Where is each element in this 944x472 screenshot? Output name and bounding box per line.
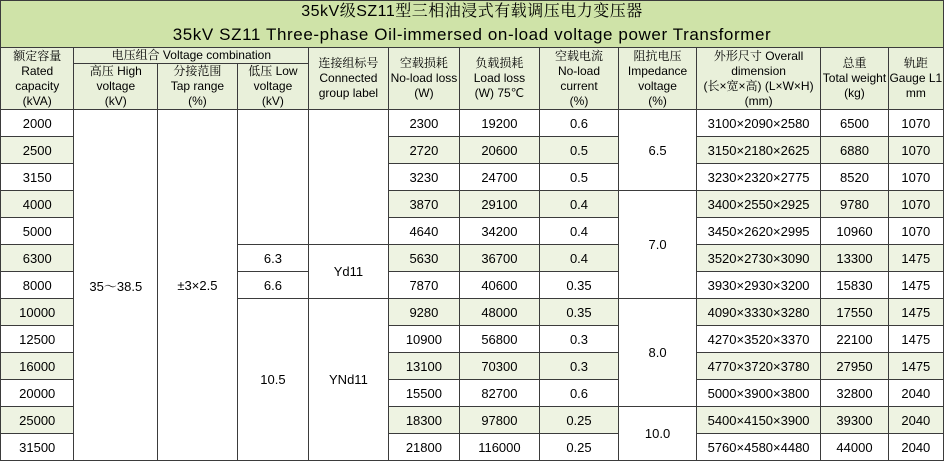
header-total-weight (821, 48, 888, 110)
cell-gauge: 1070 (888, 191, 943, 218)
header-overall-dimension-cn: 外形尺寸 Overall (713, 48, 804, 63)
cell-dimension: 5400×4150×3900 (696, 407, 820, 434)
title-chinese: 35kV级SZ11型三相油浸式有载调压电力变压器 (301, 3, 643, 20)
cell-no-load-current: 0.5 (539, 137, 619, 164)
cell-no-load-loss: 13100 (388, 353, 459, 380)
header-no-load-loss-cn: 空载损耗 (399, 56, 448, 70)
cell-no-load-current: 0.4 (539, 218, 619, 245)
header-connected-group-en: Connected group label (318, 71, 379, 100)
cell-load-loss: 24700 (460, 164, 540, 191)
cell-no-load-current: 0.4 (539, 191, 619, 218)
cell-no-load-loss: 10900 (388, 326, 459, 353)
cell-no-load-current: 0.25 (539, 407, 619, 434)
cell-no-load-current: 0.3 (539, 353, 619, 380)
cell-weight: 32800 (821, 380, 888, 407)
cell-low-voltage-6-3: 6.3 (237, 245, 308, 272)
cell-weight: 22100 (821, 326, 888, 353)
cell-load-loss: 19200 (460, 110, 540, 137)
cell-weight: 39300 (821, 407, 888, 434)
cell-gauge: 1475 (888, 353, 943, 380)
cell-capacity: 10000 (1, 299, 74, 326)
cell-no-load-loss: 2300 (388, 110, 459, 137)
cell-dimension: 3400×2550×2925 (696, 191, 820, 218)
header-no-load-loss-en: No-load loss (390, 71, 458, 85)
header-high-voltage-cn: 高压 High (89, 64, 142, 78)
cell-weight: 44000 (821, 434, 888, 461)
cell-no-load-loss: 7870 (388, 272, 459, 299)
cell-low-voltage-blank-1 (237, 110, 308, 245)
cell-load-loss: 40600 (460, 272, 540, 299)
cell-no-load-loss: 3870 (388, 191, 459, 218)
header-high-voltage-unit: (kV) (104, 94, 127, 108)
cell-gauge: 2040 (888, 380, 943, 407)
header-impedance-voltage-cn: 阻抗电压 (633, 48, 682, 63)
header-no-load-loss-unit: (W) (414, 86, 434, 100)
cell-no-load-loss: 15500 (388, 380, 459, 407)
cell-load-loss: 48000 (460, 299, 540, 326)
header-impedance-voltage (619, 48, 697, 110)
cell-weight: 10960 (821, 218, 888, 245)
cell-load-loss: 34200 (460, 218, 540, 245)
header-load-loss-cn: 负载损耗 (475, 56, 524, 70)
header-gauge-unit: mm (905, 86, 926, 100)
cell-load-loss: 82700 (460, 380, 540, 407)
title-row (1, 1, 944, 48)
cell-dimension: 4770×3720×3780 (696, 353, 820, 380)
table-row (1, 110, 944, 137)
cell-weight: 15830 (821, 272, 888, 299)
header-high-voltage-en: voltage (96, 79, 136, 93)
header-low-voltage (237, 64, 308, 110)
cell-capacity: 6300 (1, 245, 74, 272)
cell-capacity: 16000 (1, 353, 74, 380)
cell-gauge: 1070 (888, 110, 943, 137)
header-load-loss-en: Load loss (473, 71, 526, 85)
cell-gauge: 1070 (888, 218, 943, 245)
cell-capacity: 8000 (1, 272, 74, 299)
cell-no-load-loss: 3230 (388, 164, 459, 191)
header-low-voltage-cn: 低压 Low (248, 64, 298, 78)
cell-load-loss: 20600 (460, 137, 540, 164)
cell-capacity: 20000 (1, 380, 74, 407)
cell-no-load-loss: 2720 (388, 137, 459, 164)
cell-capacity: 2000 (1, 110, 74, 137)
header-rated-capacity-unit: (kVA) (22, 93, 52, 108)
cell-dimension: 3150×2180×2625 (696, 137, 820, 164)
cell-weight: 27950 (821, 353, 888, 380)
header-load-loss-unit: (W) 75℃ (474, 86, 525, 100)
cell-low-voltage-10-5: 10.5 (237, 299, 308, 461)
cell-high-voltage: 35～38.5 (74, 110, 158, 461)
cell-gauge: 1475 (888, 299, 943, 326)
header-no-load-current (539, 48, 619, 110)
cell-no-load-loss: 4640 (388, 218, 459, 245)
header-gauge (888, 48, 943, 110)
cell-load-loss: 97800 (460, 407, 540, 434)
cell-weight: 9780 (821, 191, 888, 218)
cell-no-load-current: 0.5 (539, 164, 619, 191)
cell-weight: 13300 (821, 245, 888, 272)
header-overall-dimension-unit: (长×宽×高) (L×W×H)(mm) (703, 78, 814, 108)
cell-capacity: 31500 (1, 434, 74, 461)
header-row-1 (1, 48, 944, 64)
header-gauge-cn: 轨距 (903, 56, 928, 70)
cell-dimension: 3450×2620×2995 (696, 218, 820, 245)
header-total-weight-cn: 总重 (842, 56, 867, 70)
header-low-voltage-en: voltage (253, 79, 293, 93)
header-total-weight-unit: (kg) (844, 86, 865, 100)
header-voltage-combination-cn: 电压组合 (111, 48, 160, 62)
cell-dimension: 5760×4580×4480 (696, 434, 820, 461)
cell-weight: 6880 (821, 137, 888, 164)
header-tap-range-en: Tap range (170, 79, 225, 93)
cell-gauge: 1070 (888, 137, 943, 164)
cell-dimension: 3520×2730×3090 (696, 245, 820, 272)
cell-capacity: 3150 (1, 164, 74, 191)
cell-dimension: 4270×3520×3370 (696, 326, 820, 353)
header-rated-capacity-en: Rated capacity (15, 63, 60, 93)
header-tap-range-unit: (%) (188, 94, 207, 108)
header-connected-group-cn: 连接组标号 (318, 56, 379, 70)
cell-no-load-current: 0.4 (539, 245, 619, 272)
cell-capacity: 25000 (1, 407, 74, 434)
cell-load-loss: 56800 (460, 326, 540, 353)
cell-gauge: 2040 (888, 434, 943, 461)
cell-impedance-10-0: 10.0 (619, 407, 697, 461)
cell-load-loss: 70300 (460, 353, 540, 380)
cell-dimension: 3100×2090×2580 (696, 110, 820, 137)
cell-no-load-current: 0.25 (539, 434, 619, 461)
cell-no-load-loss: 9280 (388, 299, 459, 326)
cell-gauge: 2040 (888, 407, 943, 434)
cell-no-load-current: 0.6 (539, 110, 619, 137)
header-no-load-loss (388, 48, 459, 110)
cell-low-voltage-6-6: 6.6 (237, 272, 308, 299)
cell-gauge: 1475 (888, 326, 943, 353)
cell-group-blank-1 (309, 110, 389, 245)
cell-capacity: 5000 (1, 218, 74, 245)
header-no-load-current-cn: 空载电流 (554, 48, 603, 63)
cell-gauge: 1475 (888, 272, 943, 299)
cell-dimension: 4090×3330×3280 (696, 299, 820, 326)
cell-dimension: 5000×3900×3800 (696, 380, 820, 407)
cell-no-load-loss: 21800 (388, 434, 459, 461)
cell-gauge: 1070 (888, 164, 943, 191)
header-tap-range-cn: 分接范围 (173, 64, 222, 78)
cell-weight: 17550 (821, 299, 888, 326)
cell-impedance-8-0: 8.0 (619, 299, 697, 407)
cell-capacity: 2500 (1, 137, 74, 164)
header-total-weight-en: Total weight (822, 71, 887, 85)
title-english: 35kV SZ11 Three-phase Oil-immersed on-load voltage power Transformer (172, 25, 772, 44)
cell-dimension: 3230×2320×2775 (696, 164, 820, 191)
cell-dimension: 3930×2930×3200 (696, 272, 820, 299)
header-rated-capacity-cn: 额定容量 (13, 48, 62, 63)
cell-impedance-7-0: 7.0 (619, 191, 697, 299)
header-overall-dimension-en: dimension (731, 63, 786, 78)
cell-no-load-loss: 5630 (388, 245, 459, 272)
header-overall-dimension (696, 48, 820, 110)
cell-group-ynd11: YNd11 (309, 299, 389, 461)
cell-no-load-current: 0.35 (539, 299, 619, 326)
header-impedance-voltage-unit: (%) (648, 93, 667, 108)
cell-capacity: 4000 (1, 191, 74, 218)
header-connected-group (309, 48, 389, 110)
cell-group-yd11: Yd11 (309, 245, 389, 299)
cell-load-loss: 36700 (460, 245, 540, 272)
header-high-voltage (74, 64, 158, 110)
header-low-voltage-unit: (kV) (261, 94, 284, 108)
header-tap-range (158, 64, 238, 110)
title-cell (1, 1, 944, 48)
cell-weight: 8520 (821, 164, 888, 191)
cell-no-load-current: 0.35 (539, 272, 619, 299)
cell-no-load-loss: 18300 (388, 407, 459, 434)
cell-impedance-6-5: 6.5 (619, 110, 697, 191)
cell-tap-range: ±3×2.5 (158, 110, 238, 461)
cell-capacity: 12500 (1, 326, 74, 353)
cell-no-load-current: 0.6 (539, 380, 619, 407)
cell-load-loss: 29100 (460, 191, 540, 218)
header-rated-capacity (1, 48, 74, 110)
cell-load-loss: 116000 (460, 434, 540, 461)
header-load-loss (460, 48, 540, 110)
cell-no-load-current: 0.3 (539, 326, 619, 353)
cell-gauge: 1475 (888, 245, 943, 272)
cell-weight: 6500 (821, 110, 888, 137)
header-gauge-en: Gauge L1 (889, 71, 943, 85)
header-no-load-current-en: No-load current (557, 63, 600, 93)
header-voltage-combination (74, 48, 309, 64)
header-impedance-voltage-en: Impedance voltage (627, 63, 688, 93)
header-voltage-combination-en: Voltage combination (162, 48, 271, 62)
header-no-load-current-unit: (%) (569, 93, 589, 108)
